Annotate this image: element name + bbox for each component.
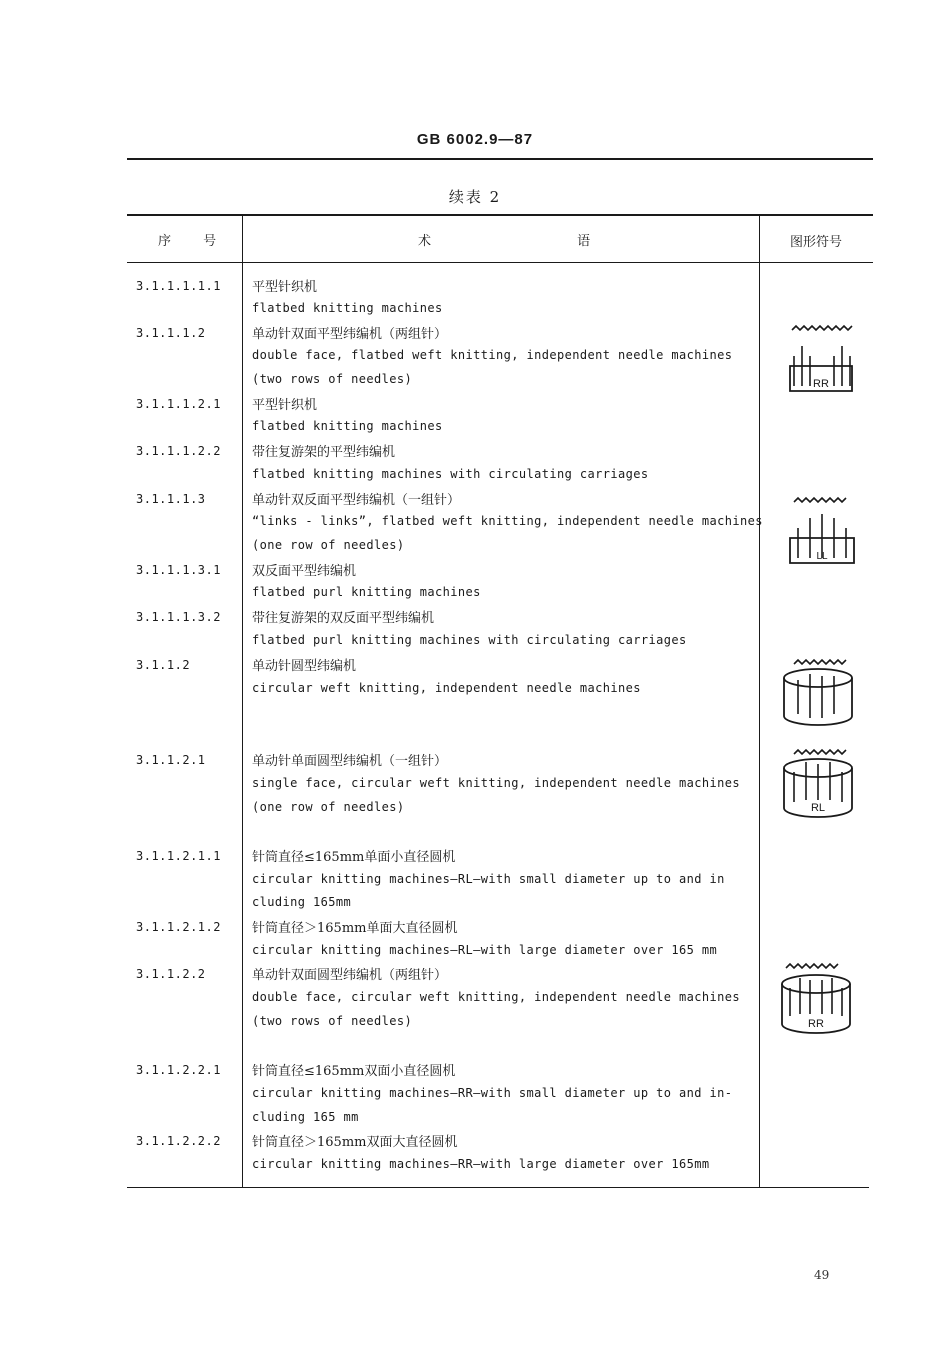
row-11-term-en-1: circular knitting machines—RL—with large diameter over 165 mm — [252, 943, 718, 957]
row-14-term-cn: 针筒直径＞165mm双面大直径圆机 — [252, 1135, 458, 1150]
row-6-term-cn: 双反面平型纬编机 — [252, 564, 357, 579]
circular-rr-symbol-icon — [776, 958, 856, 1038]
term-header-char-2: 语 — [577, 234, 591, 249]
row-9-term-cn: 单动针单面圆型纬编机（一组针） — [252, 754, 448, 769]
row-9-seq: 3.1.1.2.1 — [136, 753, 206, 767]
row-2-term-en-2: (two rows of needles) — [252, 372, 413, 386]
page-number: 49 — [814, 1268, 830, 1282]
seq-header-char-1: 序 — [158, 234, 172, 249]
row-4-seq: 3.1.1.1.2.2 — [136, 444, 221, 458]
row-6-term-en-1: flatbed purl knitting machines — [252, 585, 481, 599]
table-top-rule — [127, 214, 873, 216]
row-8-term-en-1: circular weft knitting, independent needle machines — [252, 681, 641, 695]
row-5-term-cn: 单动针双反面平型纬编机（一组针） — [252, 493, 461, 508]
standard-code-header: GB 6002.9—87 — [416, 131, 534, 148]
row-10-term-en-1: circular knitting machines—RL—with small diameter up to and in — [252, 872, 725, 886]
row-7-term-en-1: flatbed purl knitting machines with circulating carriages — [252, 633, 687, 647]
row-2-term-cn: 单动针双面平型纬编机（两组针） — [252, 327, 448, 342]
row-10-seq: 3.1.1.2.1.1 — [136, 849, 221, 863]
row-5-term-en-2: (one row of needles) — [252, 538, 405, 552]
row-3-seq: 3.1.1.1.2.1 — [136, 397, 221, 411]
row-10-term-en-2: cluding 165mm — [252, 895, 352, 909]
circular-rl-symbol-label: RL — [810, 802, 826, 814]
flatbed-ll-symbol-label: LL — [816, 551, 828, 562]
row-13-term-cn: 针筒直径≤165mm双面小直径圆机 — [252, 1064, 456, 1079]
circular-rr-symbol-label: RR — [808, 1018, 824, 1030]
table-caption: 续表 2 — [448, 188, 502, 206]
term-header-char-1: 术 — [418, 234, 432, 249]
row-12-term-cn: 单动针双面圆型纬编机（两组针） — [252, 968, 448, 983]
column-divider-seq-term — [242, 214, 243, 1188]
row-8-seq: 3.1.1.2 — [136, 658, 191, 672]
row-7-term-cn: 带往复游架的双反面平型纬编机 — [252, 611, 435, 626]
row-5-seq: 3.1.1.1.3 — [136, 492, 206, 506]
row-12-term-en-1: double face, circular weft knitting, independent needle machines — [252, 990, 740, 1004]
row-13-term-en-1: circular knitting machines—RR—with small diameter up to and in- — [252, 1086, 733, 1100]
header-rule — [127, 158, 873, 160]
column-header-symbol: 图形符号 — [790, 235, 843, 250]
row-8-term-cn: 单动针圆型纬编机 — [252, 659, 357, 674]
table-header-rule — [127, 262, 873, 263]
table-bottom-rule — [127, 1187, 869, 1188]
row-11-seq: 3.1.1.2.1.2 — [136, 920, 221, 934]
column-divider-term-symbol — [759, 214, 760, 1188]
row-2-seq: 3.1.1.1.2 — [136, 326, 206, 340]
row-11-term-cn: 针筒直径＞165mm单面大直径圆机 — [252, 921, 458, 936]
row-10-term-cn: 针筒直径≤165mm单面小直径圆机 — [252, 850, 456, 865]
row-1-term-en-1: flatbed knitting machines — [252, 301, 443, 315]
row-1-term-cn: 平型针织机 — [252, 280, 318, 295]
row-5-term-en-1: “links - links”, flatbed weft knitting, independent needle machines — [252, 514, 763, 528]
column-header-seq — [158, 230, 216, 249]
flatbed-rr-symbol-icon — [784, 320, 860, 396]
row-14-seq: 3.1.1.2.2.2 — [136, 1134, 221, 1148]
circular-symbol-icon — [780, 652, 860, 732]
row-9-term-en-2: (one row of needles) — [252, 800, 405, 814]
row-6-seq: 3.1.1.1.3.1 — [136, 563, 221, 577]
row-14-term-en-1: circular knitting machines—RR—with large diameter over 165mm — [252, 1157, 710, 1171]
row-13-term-en-2: cluding 165 mm — [252, 1110, 359, 1124]
flatbed-rr-symbol-label: RR — [813, 378, 829, 390]
row-4-term-cn: 带往复游架的平型纬编机 — [252, 445, 396, 460]
row-7-seq: 3.1.1.1.3.2 — [136, 610, 221, 624]
row-3-term-en-1: flatbed knitting machines — [252, 419, 443, 433]
row-12-term-en-2: (two rows of needles) — [252, 1014, 413, 1028]
row-12-seq: 3.1.1.2.2 — [136, 967, 206, 981]
row-1-seq: 3.1.1.1.1.1 — [136, 279, 221, 293]
column-header-term — [418, 230, 590, 249]
row-3-term-cn: 平型针织机 — [252, 398, 318, 413]
row-2-term-en-1: double face, flatbed weft knitting, independent needle machines — [252, 348, 733, 362]
seq-header-char-2: 号 — [203, 234, 217, 249]
circular-rl-symbol-icon — [780, 742, 860, 822]
row-4-term-en-1: flatbed knitting machines with circulating carriages — [252, 467, 649, 481]
row-9-term-en-1: single face, circular weft knitting, independent needle machines — [252, 776, 740, 790]
row-13-seq: 3.1.1.2.2.1 — [136, 1063, 221, 1077]
flatbed-ll-symbol-icon — [784, 492, 860, 568]
